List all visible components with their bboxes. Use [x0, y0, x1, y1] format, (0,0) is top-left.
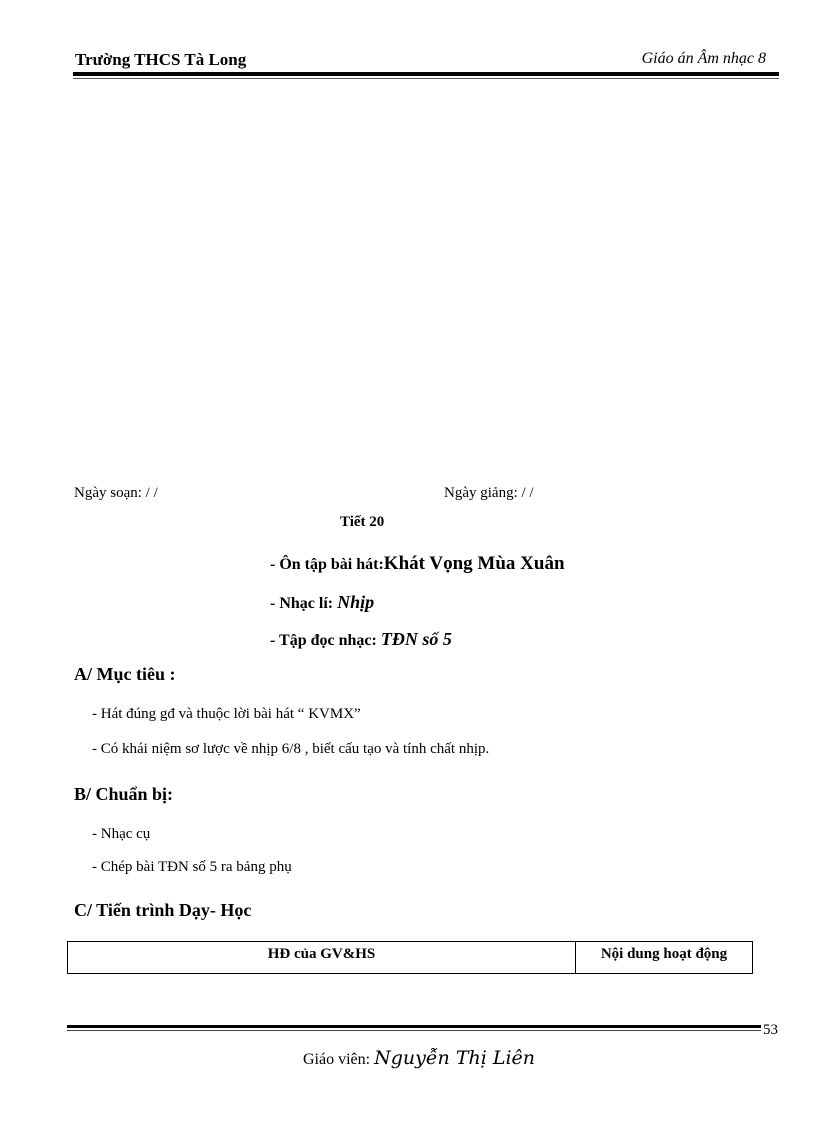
- header-divider-thin: [73, 78, 779, 79]
- activity-table-header: [67, 941, 753, 974]
- preparation-item: - Nhạc cụ: [92, 826, 151, 842]
- topic-song-review: [270, 553, 565, 575]
- theory-title: Nhịp: [337, 592, 375, 612]
- teacher-name: Nguyễn Thị Liên: [374, 1047, 536, 1069]
- teacher-signature: [303, 1047, 535, 1069]
- topic-label: - Tập đọc nhạc:: [270, 632, 381, 649]
- section-objectives-heading: A/ Mục tiêu :: [74, 664, 176, 684]
- section-process-heading: C/ Tiến trình Dạy- Học: [74, 900, 252, 920]
- teacher-label: Giáo viên:: [303, 1051, 375, 1068]
- header-divider: [73, 72, 779, 76]
- topic-music-theory: [270, 592, 374, 613]
- page-number: 53: [763, 1022, 778, 1038]
- footer-divider-thin: [67, 1030, 761, 1031]
- topic-sight-reading: [270, 629, 452, 650]
- lesson-title: Tiết 20: [340, 514, 385, 530]
- school-name: Trường THCS Tà Long: [75, 50, 247, 69]
- objective-item: - Hát đúng gđ và thuộc lời bài hát “ KVMX”: [92, 706, 361, 722]
- taught-date: Ngày giảng: / /: [444, 485, 534, 501]
- section-preparation-heading: B/ Chuẩn bị:: [74, 784, 174, 804]
- footer-divider: [67, 1025, 761, 1028]
- document-subject: Giáo án Âm nhạc 8: [641, 50, 766, 67]
- preparation-item: - Chép bài TĐN số 5 ra bảng phụ: [92, 859, 292, 875]
- objective-item: - Có khái niệm sơ lược về nhịp 6/8 , biết cấu tạo và tính chất nhịp.: [92, 741, 490, 757]
- column-header-content: Nội dung hoạt động: [600, 946, 728, 962]
- sight-reading-title: TĐN số 5: [380, 629, 452, 649]
- topic-label: - Ôn tập bài hát:: [270, 556, 384, 573]
- prepared-date: Ngày soạn: / /: [74, 485, 158, 501]
- topic-label: - Nhạc lí:: [270, 595, 338, 612]
- column-header-activities: HĐ của GV&HS: [68, 942, 576, 973]
- song-title: Khát Vọng Mùa Xuân: [383, 553, 565, 574]
